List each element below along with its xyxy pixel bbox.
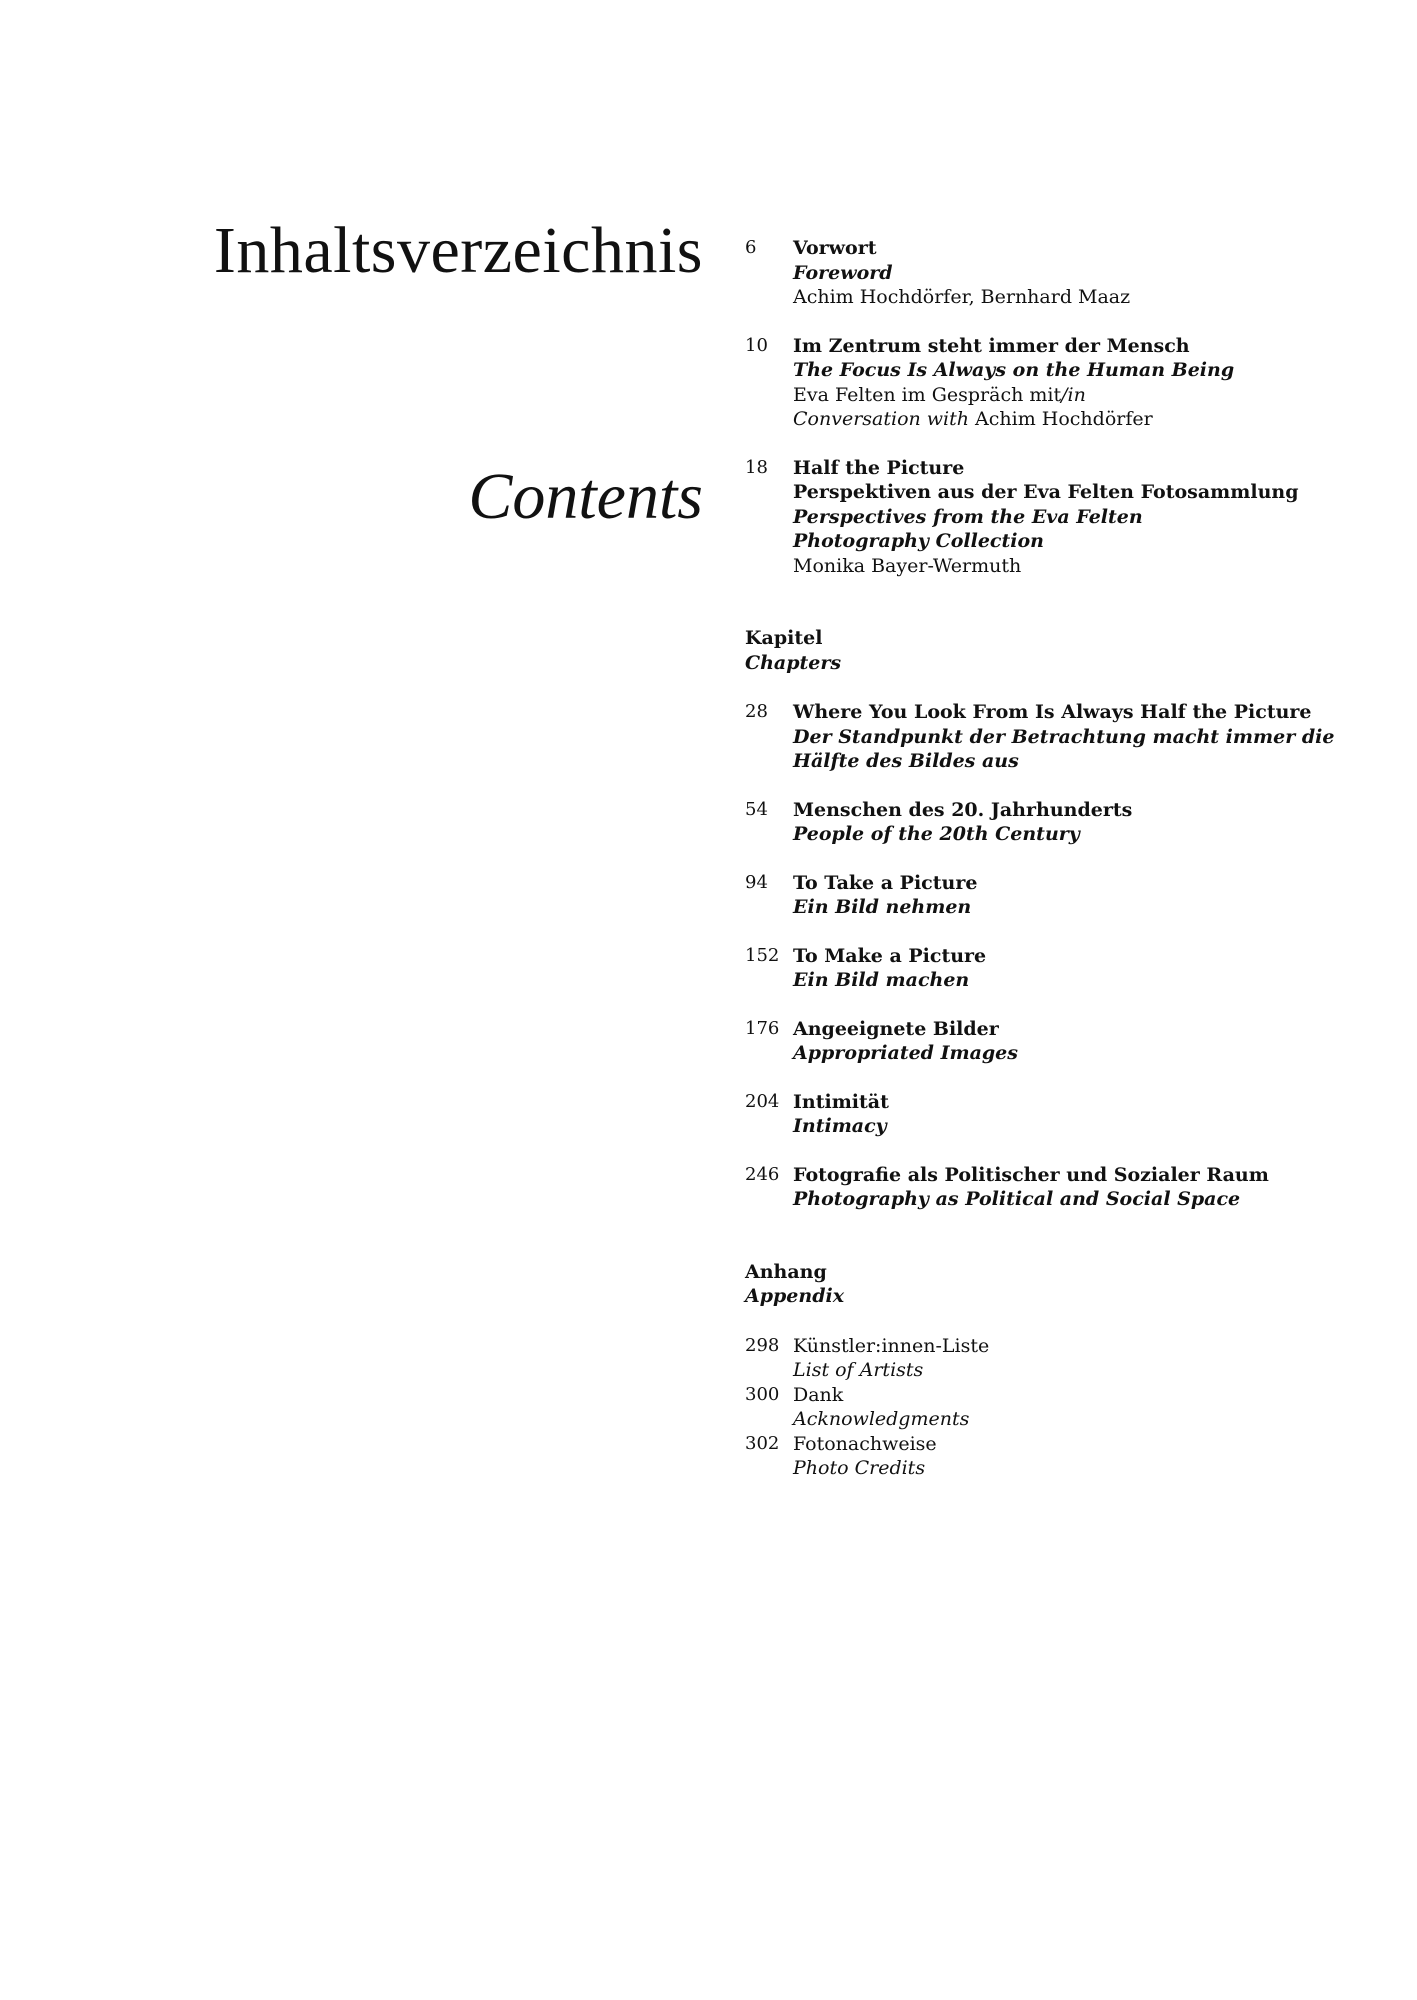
appendix-list — [745, 1334, 1365, 1481]
entry-body — [793, 1090, 1365, 1139]
section-heading-german: Kapitel — [745, 627, 823, 649]
page-number: 300 — [745, 1383, 780, 1405]
entry-subtitle: Perspectives from the Eva Felten — [793, 505, 1143, 528]
entry-title: To Take a Picture — [793, 871, 978, 894]
section-heading-german: Anhang — [745, 1260, 827, 1283]
entry-title: Where You Look From Is Always Half the Picture — [793, 701, 1312, 723]
toc-entry-focus-human-being[interactable] — [745, 334, 1365, 432]
page-number: 176 — [745, 1017, 780, 1039]
page-number: 54 — [745, 798, 768, 820]
entry-subtitle: Photo Credits — [793, 1457, 926, 1479]
entry-title: Im Zentrum steht immer der Mensch — [793, 334, 1190, 357]
toc-entry-chapter[interactable] — [745, 798, 1365, 847]
entry-body — [793, 1334, 1365, 1383]
page-title-english: Contents — [468, 460, 703, 533]
toc-entry-chapter[interactable] — [745, 871, 1365, 920]
section-heading-appendix — [745, 1260, 1365, 1309]
toc-entry-chapter[interactable] — [745, 1163, 1365, 1212]
entry-body — [793, 236, 1365, 310]
author-text-italic: Conversation with — [793, 408, 969, 430]
entry-title: To Make a Picture — [793, 944, 987, 967]
entry-author-line-1 — [793, 383, 1365, 408]
entry-title: Dank — [793, 1383, 844, 1406]
entry-subtitle: Der Standpunkt der Betrachtung macht immer die — [793, 725, 1335, 748]
entry-subtitle: Appropriated Images — [793, 1042, 1018, 1064]
section-heading-chapters — [745, 626, 1365, 675]
toc-entry-appendix[interactable] — [745, 1334, 1365, 1383]
entry-subtitle-line-2: Hälfte des Bildes aus — [793, 750, 1019, 772]
entry-body — [793, 798, 1365, 847]
entry-title: Menschen des 20. Jahrhunderts — [793, 798, 1133, 821]
entry-body — [793, 944, 1365, 993]
entry-subtitle: List of Artists — [793, 1359, 924, 1381]
toc-entry-chapter[interactable] — [745, 1090, 1365, 1139]
section-heading-english: Appendix — [745, 1285, 845, 1307]
author-text-italic: /in — [1061, 383, 1086, 406]
entry-body — [793, 1383, 1365, 1432]
page-number: 246 — [745, 1163, 780, 1185]
author-text: Achim Hochdörfer — [969, 408, 1153, 430]
toc-entry-appendix[interactable] — [745, 1432, 1365, 1481]
entry-subtitle: Ein Bild machen — [793, 969, 970, 991]
page-number: 298 — [745, 1334, 780, 1356]
page-number: 18 — [745, 456, 768, 478]
page-number: 10 — [745, 334, 768, 356]
entry-subtitle: Foreword — [793, 261, 893, 284]
entry-body — [793, 1432, 1365, 1481]
toc-entry-foreword[interactable] — [745, 236, 1365, 310]
entry-author: Achim Hochdörfer, Bernhard Maaz — [793, 286, 1131, 308]
entry-title: Intimität — [793, 1090, 889, 1113]
page-number: 28 — [745, 701, 768, 722]
entry-title: Half the Picture — [793, 456, 965, 479]
page-number: 152 — [745, 944, 780, 966]
entry-title: Fotografie als Politischer und Sozialer Raum — [793, 1163, 1269, 1186]
entry-subtitle: The Focus Is Always on the Human Being — [793, 359, 1235, 381]
page-title-german: Inhaltsverzeichnis — [213, 214, 703, 287]
toc-entry-chapter[interactable] — [745, 944, 1365, 993]
entry-title: Fotonachweise — [793, 1432, 937, 1455]
entry-body — [793, 1163, 1365, 1212]
entry-subtitle: Ein Bild nehmen — [793, 896, 972, 918]
entry-body — [793, 456, 1365, 579]
entry-title: Angeeignete Bilder — [793, 1017, 999, 1040]
entry-title: Vorwort — [793, 237, 877, 259]
toc-entry-chapter[interactable] — [745, 700, 1365, 774]
entry-author: Monika Bayer-Wermuth — [793, 554, 1022, 577]
author-text: Eva Felten im Gespräch mit — [793, 383, 1062, 406]
toc-entry-half-the-picture[interactable] — [745, 456, 1365, 579]
section-heading-english: Chapters — [745, 651, 842, 674]
toc-entry-chapter[interactable] — [745, 1017, 1365, 1066]
entry-body — [793, 334, 1365, 432]
entry-subtitle: Intimacy — [793, 1115, 887, 1137]
entry-subtitle-line-2: Photography Collection — [793, 530, 1044, 552]
entry-title: Künstler:innen-Liste — [793, 1334, 990, 1357]
entry-body — [793, 1017, 1365, 1066]
entry-author-line-2 — [793, 407, 1365, 432]
page-number: 302 — [745, 1432, 780, 1454]
page-number: 6 — [745, 237, 757, 258]
page-number: 204 — [745, 1090, 780, 1112]
entry-subtitle: Photography as Political and Social Space — [793, 1188, 1241, 1210]
entry-body — [793, 871, 1365, 920]
entry-title-line-2: Perspektiven aus der Eva Felten Fotosammlung — [793, 481, 1299, 503]
entry-body — [793, 700, 1365, 774]
table-of-contents — [745, 236, 1365, 1481]
entry-subtitle: People of the 20th Century — [793, 823, 1080, 845]
entry-subtitle: Acknowledgments — [793, 1408, 970, 1430]
page-number: 94 — [745, 871, 768, 893]
toc-entry-appendix[interactable] — [745, 1383, 1365, 1432]
